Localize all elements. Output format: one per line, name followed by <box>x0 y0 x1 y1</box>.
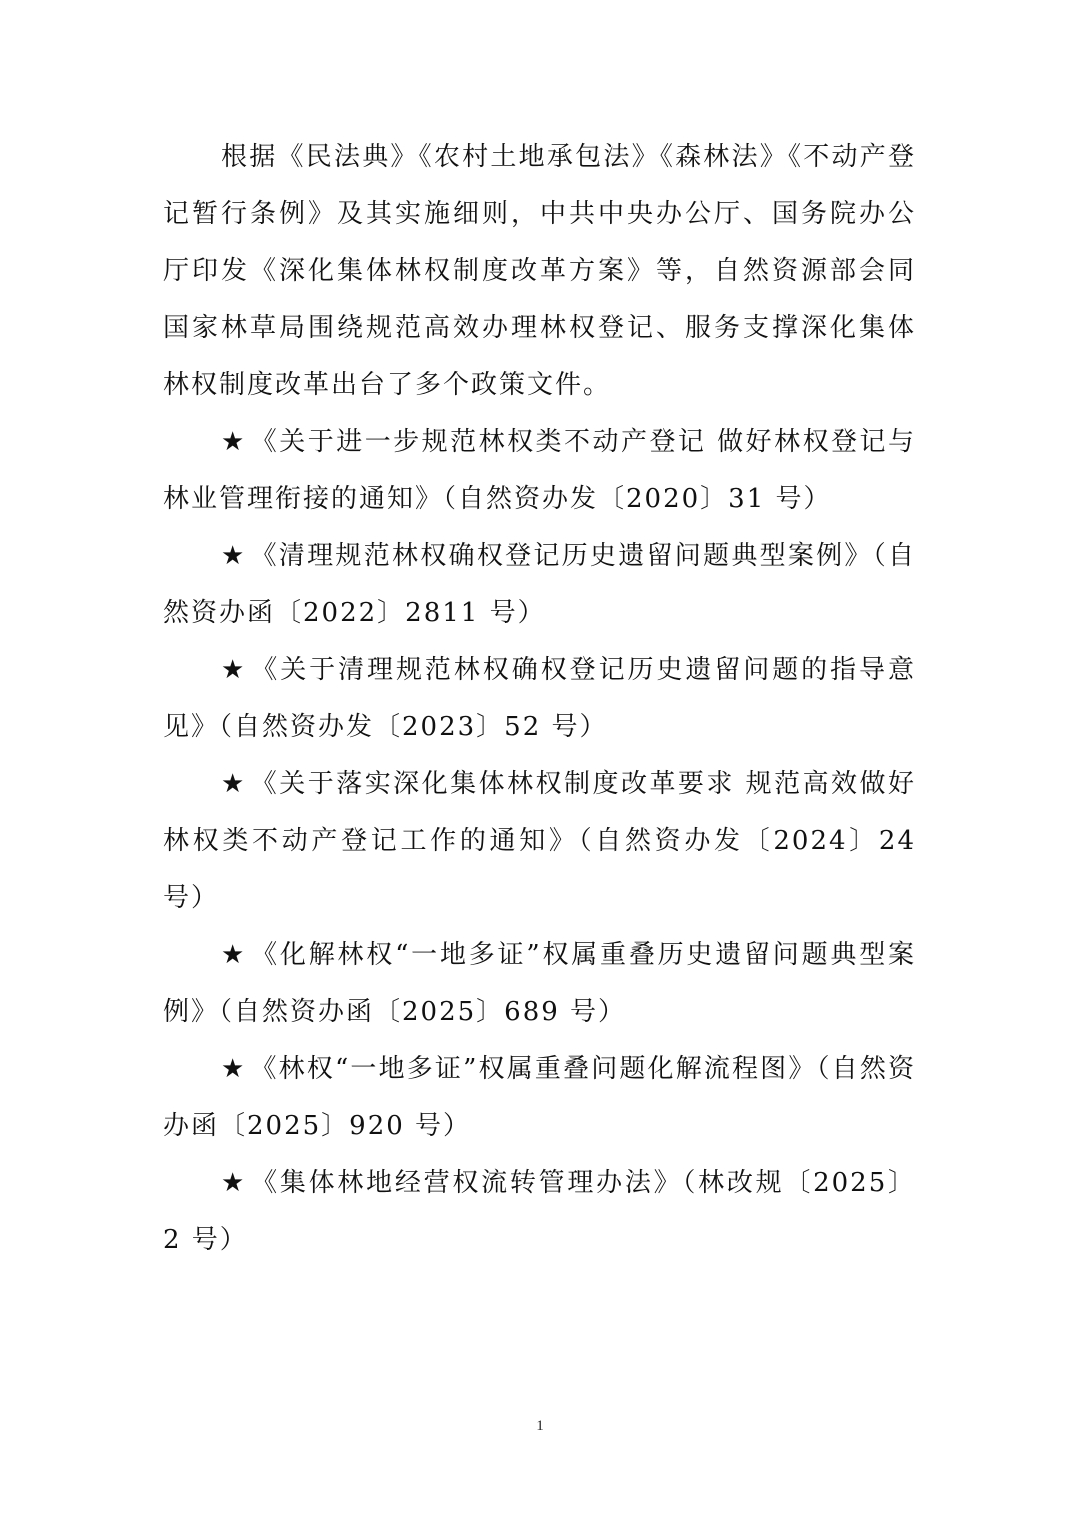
policy-item-2 <box>163 528 916 642</box>
policy-item-text: 《关于进一步规范林权类不动产登记 做好林权登记与林业管理衔接的通知》（自然资办发〔2020〕31 号） <box>163 427 917 514</box>
star-icon: ★ <box>221 427 247 457</box>
policy-item-1 <box>163 414 916 528</box>
policy-item-text: 《林权“一地多证”权属重叠问题化解流程图》（自然资办函〔2025〕920 号） <box>163 1054 916 1141</box>
star-icon: ★ <box>221 1054 247 1084</box>
policy-item-3 <box>163 642 916 756</box>
policy-item-4 <box>163 756 916 927</box>
policy-item-6 <box>163 1041 916 1155</box>
policy-item-text: 《化解林权“一地多证”权属重叠历史遗留问题典型案例》（自然资办函〔2025〕689 号） <box>163 940 916 1027</box>
page-number: 1 <box>536 1418 544 1434</box>
star-icon: ★ <box>221 940 248 970</box>
policy-item-7 <box>163 1155 916 1269</box>
star-icon: ★ <box>221 769 247 799</box>
intro-paragraph: 根据《民法典》《农村土地承包法》《森林法》《不动产登记暂行条例》及其实施细则，中共中央办公厅、国务院办公厅印发《深化集体林权制度改革方案》等，自然资源部会同国家林草局围绕规范高效办理林权登记、服务支撑深化集体林权制度改革出台了多个政策文件。 <box>163 142 916 400</box>
policy-item-text: 《关于落实深化集体林权制度改革要求 规范高效做好林权类不动产登记工作的通知》（自然资办发〔2024〕24 号） <box>163 769 917 913</box>
policy-item-text: 《清理规范林权确权登记历史遗留问题典型案例》（自然资办函〔2022〕2811 号） <box>163 541 916 628</box>
policy-item-5 <box>163 927 916 1041</box>
star-icon: ★ <box>221 541 247 571</box>
star-icon: ★ <box>221 655 248 685</box>
policy-item-text: 《关于清理规范林权确权登记历史遗留问题的指导意见》（自然资办发〔2023〕52 号） <box>163 655 916 742</box>
star-icon: ★ <box>221 1168 248 1198</box>
document-body <box>163 129 916 1269</box>
policy-item-text: 《集体林地经营权流转管理办法》（林改规〔2025〕2 号） <box>163 1168 916 1255</box>
